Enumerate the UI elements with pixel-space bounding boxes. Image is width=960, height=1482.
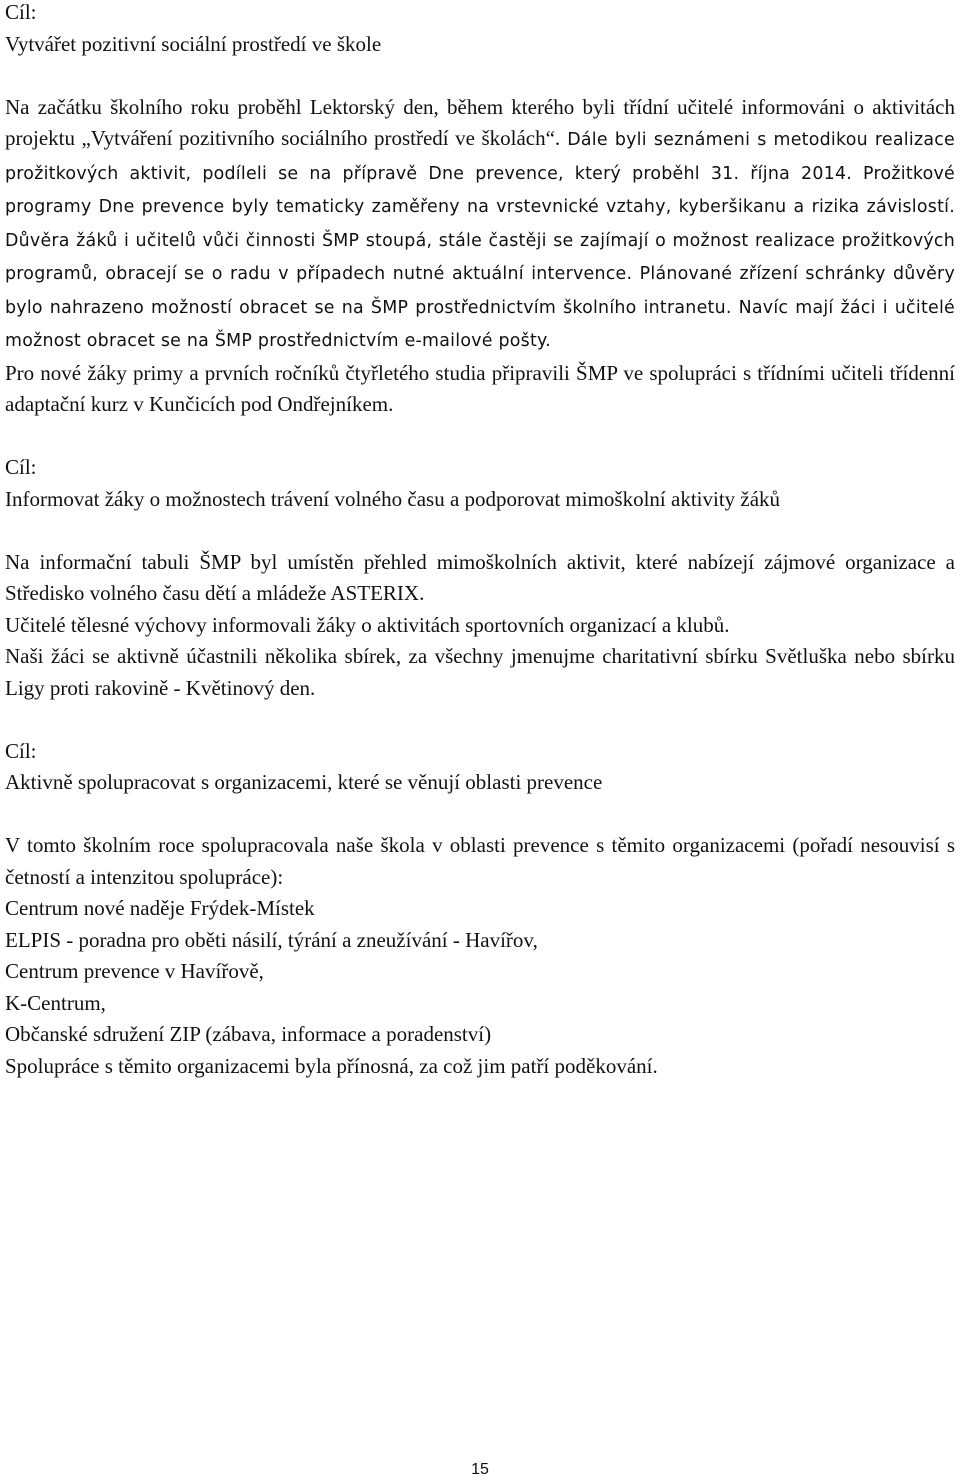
body-paragraph [5, 92, 955, 358]
closing-paragraph: Spolupráce s těmito organizacemi byla přínosná, za což jim patří poděkování. [5, 1053, 658, 1078]
body-text: Na začátku školního roku proběhl Lektorský den, během kterého byli třídní učitelé informováni o aktivitách projektu „Vytváření pozitivního sociálního prostředí ve školách“. [5, 94, 955, 150]
body-paragraph: Na informační tabuli ŠMP byl umístěn přehled mimoškolních aktivit, které nabízejí zájmové organizace a Středisko volného času dětí a mládeže ASTERIX. [5, 549, 955, 605]
section-positive-environment [5, 0, 955, 421]
body-text-sans: Dále byli seznámeni s metodikou realizace prožitkových aktivit, podíleli se na přípravě Dne prevence, který proběhl 31. října 2014. Prožitkové programy Dne prevence byly tematicky zaměřeny na vrstevnické vztahy, kyberšikanu a rizika závislostí. [5, 130, 955, 217]
body-text-sans: Důvěra žáků i učitelů vůči činnosti ŠMP stoupá, stále častěji se zajímají o možnost realizace prožitkových programů, obracejí se o radu v případech nutné aktuální intervence. Plánované zřízení schránky důvěry bylo nahrazeno možností obracet se na ŠMP prostřednictvím školního intranetu. Navíc mají žáci i učitelé možnost obracet se na ŠMP prostřednictvím e-mailové pošty. [5, 230, 955, 351]
organization-list [5, 893, 955, 1051]
goal-title: Vytvářet pozitivní sociální prostředí ve škole [5, 31, 382, 56]
list-item: Centrum nové naděje Frýdek-Místek [5, 896, 315, 920]
body-paragraph: Naši žáci se aktivně účastnili několika sbírek, za všechny jmenujme charitativní sbírku Světluška nebo sbírku Ligy proti rakovině - Květinový den. [5, 644, 955, 700]
goal-title: Aktivně spolupracovat s organizacemi, které se věnují oblasti prevence [5, 770, 603, 794]
section-free-time [5, 452, 955, 704]
page-number: 15 [471, 1461, 489, 1478]
body-paragraph: Pro nové žáky primy a prvních ročníků čtyřletého studia připravili ŠMP ve spolupráci s třídními učiteli třídenní adaptační kurz v Kunčicích pod Ondřejníkem. [5, 360, 955, 416]
list-item: Občanské sdružení ZIP (zábava, informace a poradenství) [5, 1022, 492, 1046]
goal-label: Cíl: [5, 0, 37, 24]
goal-label: Cíl: [5, 738, 37, 763]
goal-label: Cíl: [5, 455, 37, 479]
document-page [5, 0, 955, 1082]
list-item: ELPIS - poradna pro oběti násilí, týrání a zneužívání - Havířov, [5, 927, 538, 952]
goal-title: Informovat žáky o možnostech trávení volného času a podporovat mimoškolní aktivity žáků [5, 486, 781, 511]
body-paragraph: V tomto školním roce spolupracovala naše škola v oblasti prevence s těmito organizacemi (pořadí nesouvisí s četností a intenzitou spolupráce): [5, 833, 955, 889]
section-prevention-cooperation [5, 736, 955, 1083]
list-item: K-Centrum, [5, 990, 106, 1015]
list-item: Centrum prevence v Havířově, [5, 959, 264, 983]
body-paragraph: Učitelé tělesné výchovy informovali žáky o aktivitách sportovních organizací a klubů. [5, 612, 730, 637]
